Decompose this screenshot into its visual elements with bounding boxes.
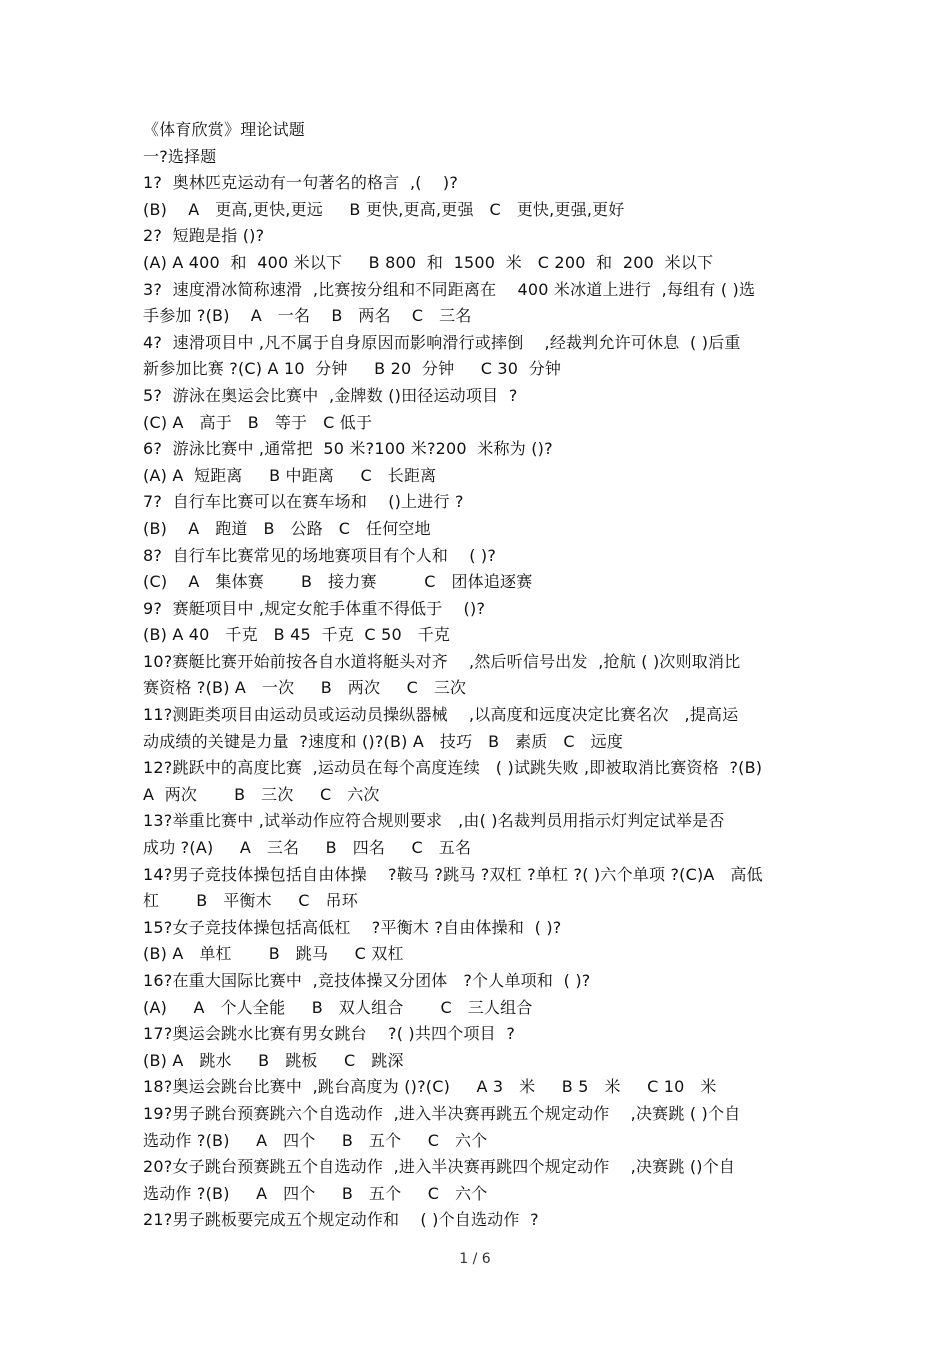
text-line: (A) A 400 和 400 米以下 B 800 和 1500 米 C 200 和 200 米以下 — [143, 252, 714, 272]
text-line: 10?赛艇比赛开始前按各自水道将艇头对齐 ,然后听信号出发 ,抢航 ( )次则取消比 — [143, 651, 741, 671]
text-line: 19?男子跳台预赛跳六个自选动作 ,进入半决赛再跳五个规定动作 ,决赛跳 ( )个自 — [143, 1103, 741, 1123]
text-line: 2? 短跑是指 ()? — [143, 226, 265, 246]
text-line: (A) A 短距离 B 中距离 C 长距离 — [143, 465, 437, 485]
text-line: 动成绩的关键是力量 ?速度和 ()?(B) A 技巧 B 素质 C 远度 — [143, 731, 624, 751]
text-line: 16?在重大国际比赛中 ,竞技体操又分团体 ?个人单项和 ( )? — [143, 971, 591, 990]
text-line: 3? 速度滑冰简称速滑 ,比赛按分组和不同距离在 400 米冰道上进行 ,每组有 ( )选 — [143, 279, 756, 299]
text-line: 《体育欣赏》理论试题 — [143, 120, 306, 139]
text-line: (B) A 跳水 B 跳板 C 跳深 — [143, 1050, 404, 1070]
text-line: (B) A 单杠 B 跳马 C 双杠 — [143, 944, 404, 964]
text-line: 5? 游泳在奥运会比赛中 ,金牌数 ()田径运动项目 ? — [143, 385, 518, 405]
text-line: (C) A 高于 B 等于 C 低于 — [143, 412, 373, 432]
text-line: 18?奥运会跳台比赛中 ,跳台高度为 ()?(C) A 3 米 B 5 米 C 10 米 — [143, 1077, 717, 1097]
text-line: 17?奥运会跳水比赛有男女跳台 ?( )共四个项目 ? — [143, 1024, 516, 1044]
text-line: 13?举重比赛中 ,试举动作应符合规则要求 ,由( )名裁判员用指示灯判定试举是否 — [143, 811, 725, 831]
text-line: 8? 自行车比赛常见的场地赛项目有个人和 ( )? — [143, 545, 497, 565]
text-line: 9? 赛艇项目中 ,规定女舵手体重不得低于 ()? — [143, 598, 486, 618]
text-line: 7? 自行车比赛可以在赛车场和 ()上进行 ? — [143, 492, 464, 512]
document-body — [143, 117, 823, 1234]
text-line: 1? 奥林匹克运动有一句著名的格言 ,( )? — [143, 173, 459, 193]
text-line: 21?男子跳板要完成五个规定动作和 ( )个自选动作 ? — [143, 1210, 539, 1230]
text-line: (B) A 40 千克 B 45 千克 C 50 千克 — [143, 625, 451, 645]
text-line: 杠 B 平衡木 C 吊环 — [143, 891, 358, 911]
text-line: 14?男子竞技体操包括自由体操 ?鞍马 ?跳马 ?双杠 ?单杠 ?( )六个单项 ?(C)A 高低 — [143, 864, 763, 884]
text-line: 选动作 ?(B) A 四个 B 五个 C 六个 — [143, 1183, 488, 1203]
text-line: 15?女子竞技体操包括高低杠 ?平衡木 ?自由体操和 ( )? — [143, 917, 562, 937]
text-line: 赛资格 ?(B) A 一次 B 两次 C 三次 — [143, 678, 467, 698]
text-line: 手参加 ?(B) A 一名 B 两名 C 三名 — [143, 306, 472, 326]
text-line: (A) A 个人全能 B 双人组合 C 三人组合 — [143, 997, 533, 1017]
text-line: 成功 ?(A) A 三名 B 四名 C 五名 — [143, 838, 472, 858]
text-line: 12?跳跃中的高度比赛 ,运动员在每个高度连续 ( )试跳失败 ,即被取消比赛资格 ?(B) — [143, 758, 763, 778]
text-line: 4? 速滑项目中 ,凡不属于自身原因而影响滑行或摔倒 ,经裁判允许可休息 ( )后重 — [143, 332, 741, 352]
text-line: 新参加比赛 ?(C) A 10 分钟 B 20 分钟 C 30 分钟 — [143, 359, 562, 379]
text-line: (C) A 集体赛 B 接力赛 C 团体追逐赛 — [143, 572, 533, 592]
text-line: 11?测距类项目由运动员或运动员操纵器械 ,以高度和远度决定比赛名次 ,提高运 — [143, 705, 739, 725]
text-line: 一?选择题 — [143, 146, 217, 166]
text-line: 20?女子跳台预赛跳五个自选动作 ,进入半决赛再跳四个规定动作 ,决赛跳 ()个自 — [143, 1157, 736, 1177]
text-line: (B) A 跑道 B 公路 C 任何空地 — [143, 518, 431, 538]
page-number: 1 / 6 — [459, 1251, 491, 1267]
text-line: 6? 游泳比赛中 ,通常把 50 米?100 米?200 米称为 ()? — [143, 439, 553, 459]
text-line: (B) A 更高,更快,更远 B 更快,更高,更强 C 更快,更强,更好 — [143, 199, 625, 219]
text-line: A 两次 B 三次 C 六次 — [143, 784, 380, 804]
text-line: 选动作 ?(B) A 四个 B 五个 C 六个 — [143, 1130, 488, 1150]
